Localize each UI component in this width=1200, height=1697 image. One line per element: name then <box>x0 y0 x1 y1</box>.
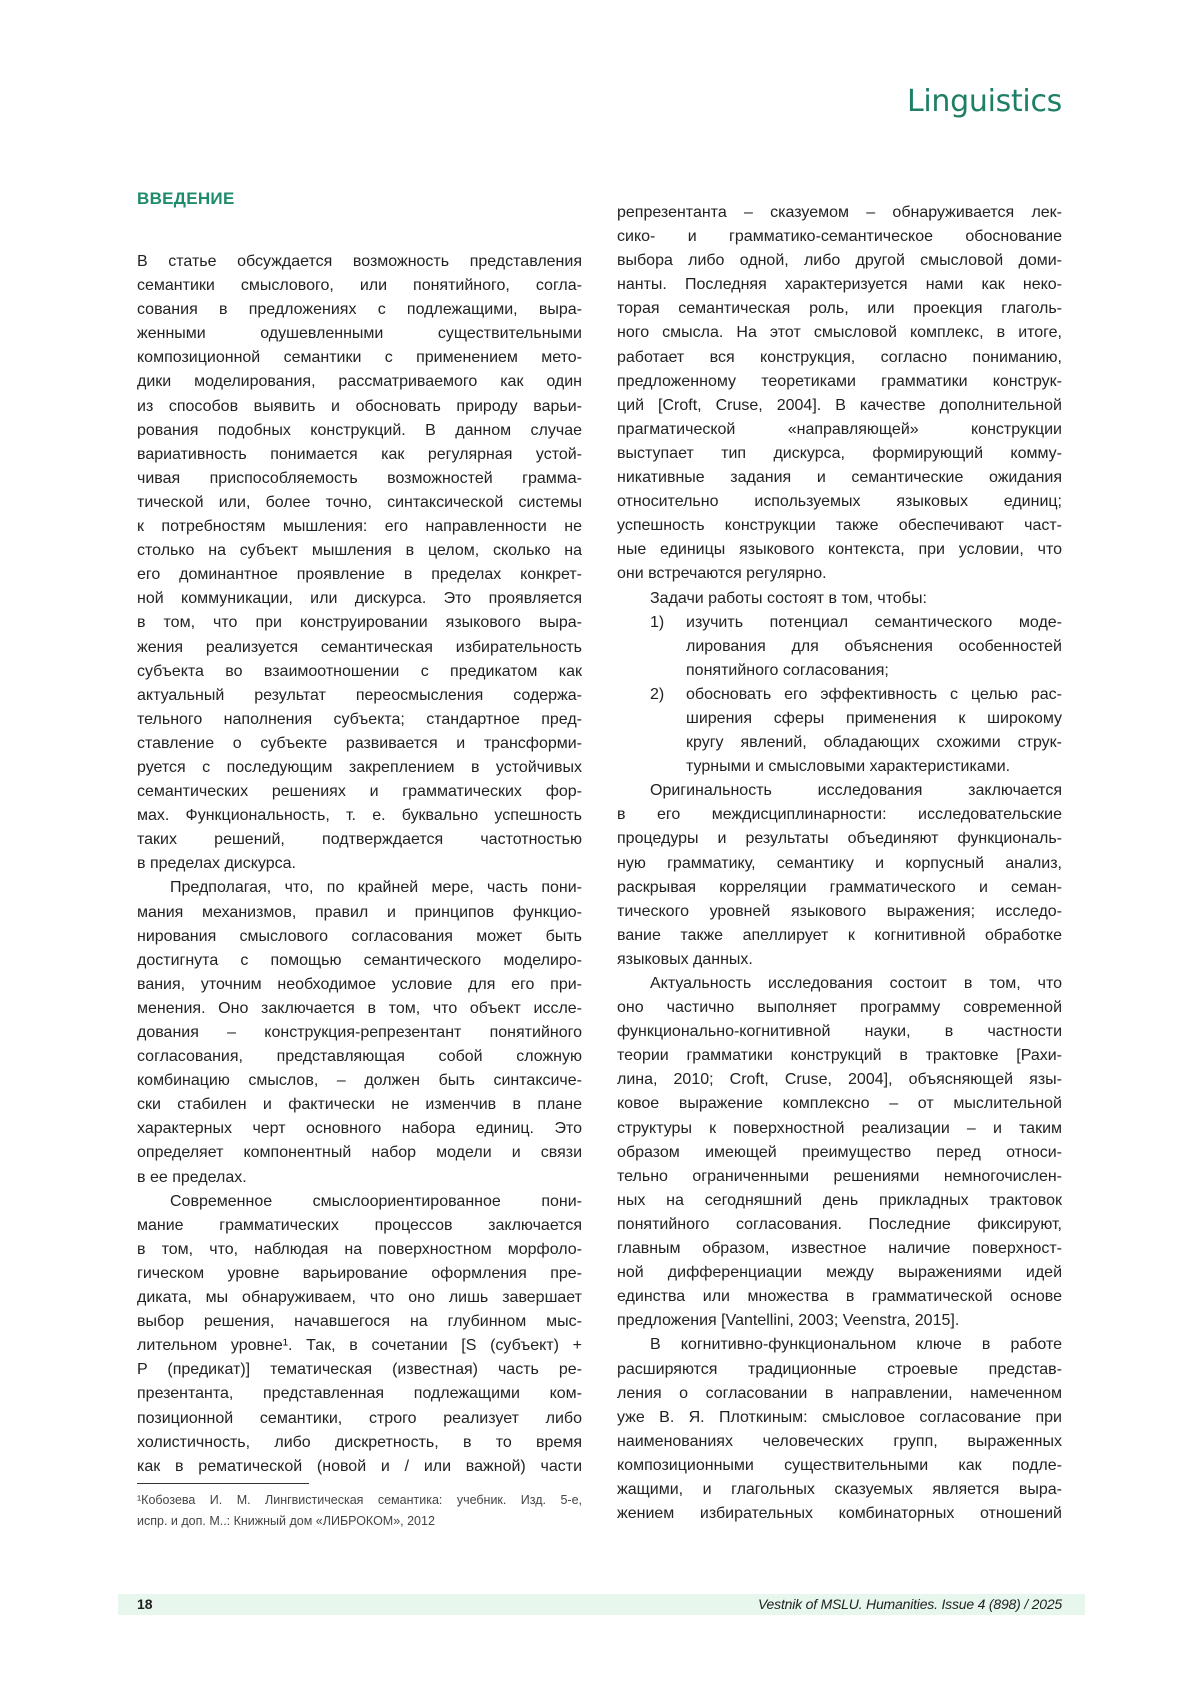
text-line: выбор решения, начавшегося на глубинном мыс- <box>137 1310 582 1334</box>
text-line: языковых данных. <box>617 948 1062 972</box>
text-line: Задачи работы состоят в том, чтобы: <box>617 587 1062 611</box>
text-line: P (предикат)] тематическая (известная) часть ре- <box>137 1358 582 1382</box>
text-line: ные единицы языкового контекста, при условии, что <box>617 538 1062 562</box>
text-line: семантики смыслового, или понятийного, согла- <box>137 274 582 298</box>
text-line: выбора либо одной, либо другой смысловой доми- <box>617 249 1062 273</box>
text-line: ной коммуникации, или дискурса. Это проявляется <box>137 587 582 611</box>
text-line: вание также апеллирует к когнитивной обработке <box>617 924 1062 948</box>
text-line: семантических решениях и грамматических фор- <box>137 780 582 804</box>
paragraph <box>617 587 1062 611</box>
text-line: ной дифференциации между выражениями идей <box>617 1261 1062 1285</box>
text-line: чивая приспособляемость возможностей грамма- <box>137 467 582 491</box>
footnote-line: ¹Кобозева И. М. Лингвистическая семантика: учебник. Изд. 5-е, <box>137 1490 582 1511</box>
text-line: комбинацию смыслов, – должен быть синтаксиче- <box>137 1069 582 1093</box>
text-line: ций [Croft, Cruse, 2004]. В качестве дополнительной <box>617 394 1062 418</box>
text-line: структуры к поверхностной реализации – и таким <box>617 1117 1062 1141</box>
text-line: позиционной семантики, строго реализует либо <box>137 1407 582 1431</box>
text-line: Оригинальность исследования заключается <box>617 779 1062 803</box>
text-line: главным образом, известное наличие поверхност- <box>617 1237 1062 1261</box>
text-line: композиционной семантики с применением мето- <box>137 346 582 370</box>
text-line: мах. Функциональность, т. е. буквально успешность <box>137 804 582 828</box>
text-line: в том, что, наблюдая на поверхностном морфоло- <box>137 1238 582 1262</box>
text-line: холистичность, либо дискретность, в то время <box>137 1431 582 1455</box>
text-line: столько на субъект мышления в целом, сколько на <box>137 539 582 563</box>
text-line: тического уровней языкового выражения; исследо- <box>617 900 1062 924</box>
text-line: тельного наполнения субъекта; стандартное пред- <box>137 708 582 732</box>
text-line: ления о согласовании в направлении, намеченном <box>617 1382 1062 1406</box>
text-line: актуальный результат переосмысления содержа- <box>137 684 582 708</box>
text-line: композиционными существительными как подле- <box>617 1454 1062 1478</box>
text-line: жением избирательных комбинаторных отношений <box>617 1502 1062 1526</box>
paragraph <box>617 1333 1062 1526</box>
paragraph <box>617 779 1062 972</box>
text-line: в его междисциплинарности: исследовательские <box>617 803 1062 827</box>
text-line: ную грамматику, семантику и корпусный анализ, <box>617 852 1062 876</box>
text-line: Предполагая, что, по крайней мере, часть пони- <box>137 876 582 900</box>
text-line: в ее пределах. <box>137 1166 582 1190</box>
text-line: наименованиях человеческих групп, выраженных <box>617 1430 1062 1454</box>
text-line: диката, мы обнаруживаем, что оно лишь завершает <box>137 1286 582 1310</box>
text-line: единства или множества в грамматической основе <box>617 1285 1062 1309</box>
text-line: сико- и грамматико-семантическое обоснование <box>617 225 1062 249</box>
text-line: репрезентанта – сказуемом – обнаруживается лек- <box>617 201 1062 225</box>
text-line: прагматической «направляющей» конструкции <box>617 418 1062 442</box>
section-title: Linguistics <box>907 84 1062 119</box>
text-line: жения реализуется семантическая избирательность <box>137 636 582 660</box>
page-number: 18 <box>137 1594 153 1615</box>
text-line: расширяются традиционные строевые представ- <box>617 1358 1062 1382</box>
text-line: Актуальность исследования состоит в том, что <box>617 972 1062 996</box>
text-line: ставление о субъекте развивается и трансформи- <box>137 732 582 756</box>
text-line: Современное смыслоориентированное пони- <box>137 1190 582 1214</box>
paragraph <box>617 972 1062 1333</box>
text-line: вания, уточним необходимое условие для его при- <box>137 973 582 997</box>
text-line: уже В. Я. Плоткиным: смысловое согласование при <box>617 1406 1062 1430</box>
text-line: вариативность понимается как регулярная устой- <box>137 443 582 467</box>
text-line: изучить потенциал семантического моде- <box>686 611 1062 635</box>
text-line: нирования смыслового согласования может быть <box>137 925 582 949</box>
text-line: В когнитивно-функциональном ключе в работе <box>617 1333 1062 1357</box>
text-line: лирования для объяснения особенностей <box>686 635 1062 659</box>
paragraph <box>617 201 1062 587</box>
text-line: они встречаются регулярно. <box>617 562 1062 586</box>
text-line: тельно ограниченными решениями немногочислен- <box>617 1165 1062 1189</box>
text-line: раскрывая корреляции грамматического и семан- <box>617 876 1062 900</box>
text-line: понятийного согласования. Последние фиксируют, <box>617 1213 1062 1237</box>
text-line: никативные задания и семантические ожидания <box>617 466 1062 490</box>
text-line: менения. Оно заключается в том, что объект иссле- <box>137 997 582 1021</box>
text-line: ного смысла. На этот смысловой комплекс, в итоге, <box>617 321 1062 345</box>
paragraph <box>137 250 582 876</box>
text-line: гическом уровне варьирование оформления пре- <box>137 1262 582 1286</box>
text-line: из способов выявить и обосновать природу варьи- <box>137 395 582 419</box>
text-line: таких решений, подтверждается частотностью <box>137 828 582 852</box>
text-line: В статье обсуждается возможность представления <box>137 250 582 274</box>
text-line: в пределах дискурса. <box>137 852 582 876</box>
paragraph <box>137 1190 582 1479</box>
text-line: как в рематической (новой и / или важной) части <box>137 1455 582 1479</box>
text-line: нанты. Последняя характеризуется нами как неко- <box>617 273 1062 297</box>
text-line: выступает тип дискурса, формирующий комму- <box>617 442 1062 466</box>
text-line: кругу явлений, обладающих схожими струк- <box>686 731 1062 755</box>
text-line: презентанта, представленная подлежащими ком- <box>137 1382 582 1406</box>
text-line: процедуры и результаты объединяют функциональ- <box>617 827 1062 851</box>
text-line: дования – конструкция-репрезентант понятийного <box>137 1021 582 1045</box>
text-line: субъекта во взаимоотношении с предикатом как <box>137 660 582 684</box>
text-line: ширения сферы применения к широкому <box>686 707 1062 731</box>
text-line: турными и смысловыми характеристиками. <box>686 755 1062 779</box>
text-line: мание грамматических процессов заключается <box>137 1214 582 1238</box>
page-footer <box>118 1594 1085 1615</box>
text-line: образом имеющей преимущество перед относи- <box>617 1141 1062 1165</box>
text-line: предложения [Vantellini, 2003; Veenstra, 2015]. <box>617 1309 1062 1333</box>
text-line: оно частично выполняет программу современной <box>617 996 1062 1020</box>
text-line: ковое выражение комплексно – от мыслительной <box>617 1092 1062 1116</box>
text-line: работает вся конструкция, согласно пониманию, <box>617 346 1062 370</box>
text-line: торая семантическая роль, или проекция глаголь- <box>617 297 1062 321</box>
text-line: жащими, и глагольных сказуемых является выра- <box>617 1478 1062 1502</box>
text-line: лительном уровне¹. Так, в сочетании [S (субъект) + <box>137 1334 582 1358</box>
text-line: согласования, представляющая собой сложную <box>137 1045 582 1069</box>
text-line: его доминантное проявление в пределах конкрет- <box>137 563 582 587</box>
text-line: женными одушевленными существительными <box>137 322 582 346</box>
text-line: в том, что при конструировании языкового выра- <box>137 611 582 635</box>
text-line: лина, 2010; Croft, Cruse, 2004], объясняющей язы- <box>617 1068 1062 1092</box>
text-line: достигнута с помощью семантического моделиро- <box>137 949 582 973</box>
list-number: 2) <box>617 683 686 779</box>
footnote-divider <box>137 1483 309 1484</box>
text-line: предложенному теоретиками грамматики конструк- <box>617 370 1062 394</box>
text-line: функционально-когнитивной науки, в частности <box>617 1020 1062 1044</box>
text-line: руется с последующим закреплением в устойчивых <box>137 756 582 780</box>
text-line: понятийного согласования; <box>686 659 1062 683</box>
left-column <box>137 250 582 1479</box>
list-item <box>617 683 1062 779</box>
text-line: характерных черт основного набора единиц. Это <box>137 1117 582 1141</box>
text-line: мания механизмов, правил и принципов функцио- <box>137 901 582 925</box>
text-line: определяет компонентный набор модели и связи <box>137 1141 582 1165</box>
text-line: к потребностям мышления: его направленности не <box>137 515 582 539</box>
text-line: рования подобных конструкций. В данном случае <box>137 419 582 443</box>
text-line: относительно используемых языковых единиц; <box>617 490 1062 514</box>
text-line: обосновать его эффективность с целью рас- <box>686 683 1062 707</box>
text-line: тической или, более точно, синтаксической системы <box>137 491 582 515</box>
right-column <box>617 201 1062 1526</box>
text-line: дики моделирования, рассматриваемого как один <box>137 370 582 394</box>
text-line: успешность конструкции также обеспечивают част- <box>617 514 1062 538</box>
text-line: сования в предложениях с подлежащими, выра- <box>137 298 582 322</box>
text-line: ных на сегодняшний день прикладных трактовок <box>617 1189 1062 1213</box>
list-number: 1) <box>617 611 686 683</box>
section-heading: ВВЕДЕНИЕ <box>137 189 235 209</box>
text-line: теории грамматики конструкций в трактовке [Рахи- <box>617 1044 1062 1068</box>
list-item <box>617 611 1062 683</box>
text-line: ски стабилен и фактически не изменчив в плане <box>137 1093 582 1117</box>
journal-name: Vestnik of MSLU. Humanities. Issue 4 (898) / 2025 <box>758 1594 1062 1615</box>
paragraph <box>137 876 582 1189</box>
footnote <box>137 1490 582 1532</box>
footnote-line: испр. и доп. М..: Книжный дом «ЛИБРОКОМ», 2012 <box>137 1511 582 1532</box>
